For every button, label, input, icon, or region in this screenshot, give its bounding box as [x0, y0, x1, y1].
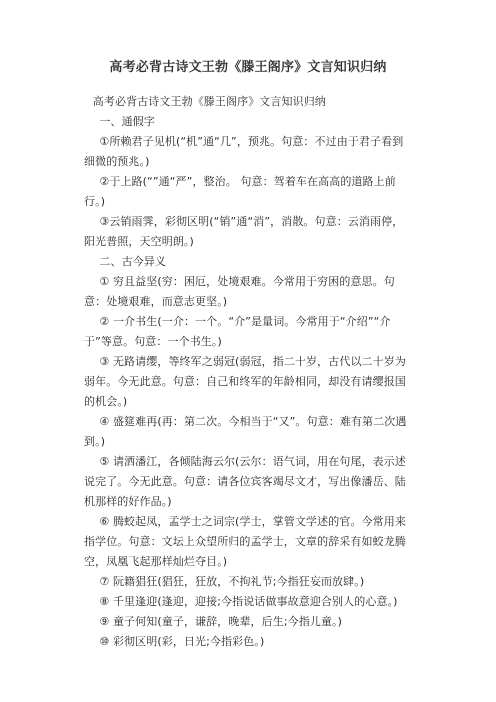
list-item: ③ 无路请缨，等终军之弱冠(弱冠，指二十岁，古代以二十岁为弱年。今无此意。句意：自己和终军的年龄相同，却没有请缨报国的机会。) [84, 355, 406, 408]
list-item: ①所赖君子见机(“机”通“几”，预兆。句意：不过由于君子看到细微的预兆。) [84, 135, 404, 168]
list-item: ④ 盛筵难再(再：第二次。今相当于“又”。句意：难有第二次遇到。) [84, 415, 407, 448]
list-item: ⑩ 彩彻区明(彩，日光;今指彩色。) [99, 635, 265, 648]
list-item: ⑨ 童子何知(童子，谦辞，晚辈，后生;今指儿童。) [99, 615, 343, 628]
list-item: ① 穷且益坚(穷：困厄，处境艰难。今常用于穷困的意思。句意：处境艰难，而意志更坚。) [84, 275, 395, 308]
list-item: ② 一介书生(一介：一个。“介”是量词。今常用于“介绍”“介于”等意。句意：一个书生。) [84, 315, 391, 348]
section-heading-tongjiazi: 一、通假字 [99, 115, 155, 128]
document-title: 高考必背古诗文王勃《滕王阁序》文言知识归纳 [109, 60, 387, 75]
list-item: ⑤ 请洒潘江，各倾陆海云尔(云尔：语气词，用在句尾，表示述说完了。今无此意。句意：请各位宾客竭尽文才，写出像潘岳、陆机那样的好作品。) [84, 455, 406, 508]
list-item: ⑥ 腾蛟起凤，孟学士之词宗(学士，掌管文学述的官。今常用来指学位。句意：文坛上众望所归的孟学士，文章的辞采有如蛟龙腾空，凤凰飞起那样灿烂夺目。) [84, 515, 406, 568]
section-heading-gujinyiyi: 二、古今异义 [99, 255, 166, 268]
list-item: ⑦ 阮籍猖狂(猖狂，狂放，不拘礼节;今指狂妄而放肆。) [99, 575, 365, 588]
list-item: ②于上路(“”通“严”，整治。 句意：驾着车在高高的道路上前行。) [84, 175, 396, 208]
list-item: ③云销雨霁，彩彻区明(“销”通“消”，消散。句意：云消雨停，阳光普照，天空明朗。) [84, 215, 404, 248]
document-subtitle: 高考必背古诗文王勃《滕王阁序》文言知识归纳 [92, 95, 326, 108]
list-item: ⑧ 千里逢迎(逢迎，迎接;今指说话做事故意迎合别人的心意。) [99, 595, 398, 608]
